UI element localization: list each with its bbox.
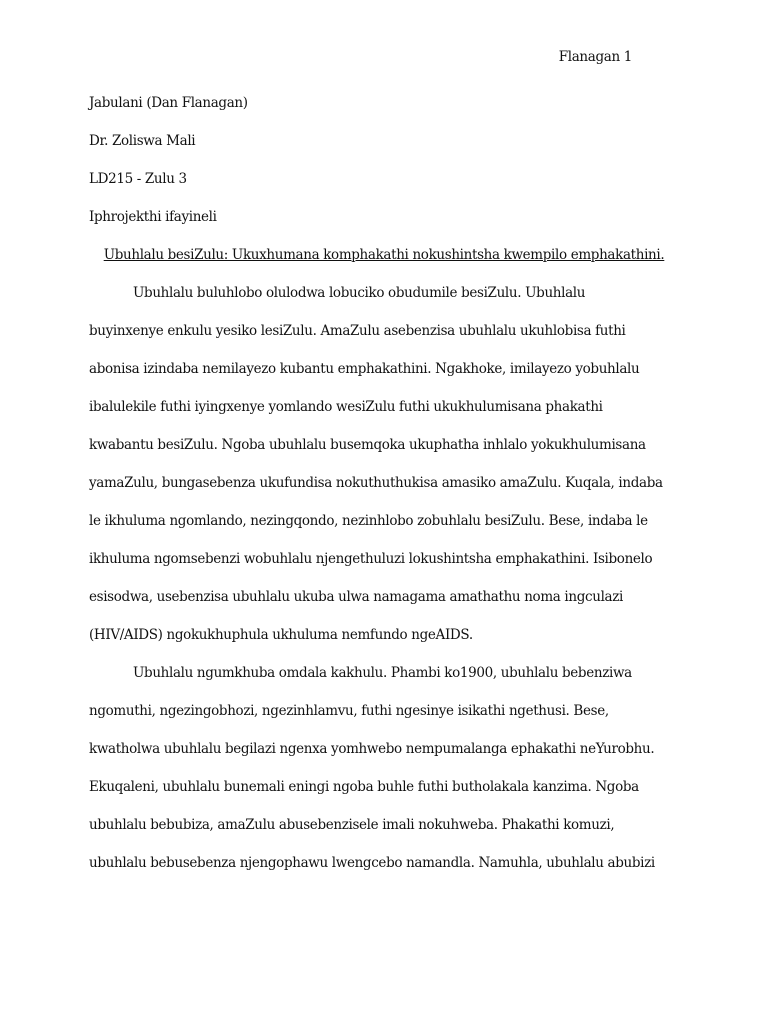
assignment-name: Iphrojekthi ifayineli	[89, 209, 217, 225]
instructor-name: Dr. Zoliswa Mali	[89, 133, 196, 149]
paragraph-line: ngomuthi, ngezingobhozi, ngezinhlamvu, futhi ngesinye isikathi ngethusi. Bese,	[89, 703, 609, 719]
paragraph-line: ubuhlalu bebusebenza njengophawu lwengcebo namandla. Namuhla, ubuhlalu abubizi	[89, 855, 655, 871]
paragraph-line: Ubuhlalu ngumkhuba omdala kakhulu. Phambi ko1900, ubuhlalu bebenziwa	[133, 665, 632, 681]
paragraph-line: kwatholwa ubuhlalu begilazi ngenxa yomhwebo nempumalanga ephakathi neYurobhu.	[89, 741, 655, 757]
paragraph-line: le ikhuluma ngomlando, nezingqondo, nezinhlobo zobuhlalu besiZulu. Bese, indaba le	[89, 513, 648, 529]
document-title: Ubuhlalu besiZulu: Ukuxhumana komphakathi nokushintsha kwempilo emphakathini.	[103, 247, 665, 263]
paragraph-line: Ubuhlalu buluhlobo olulodwa lobuciko obudumile besiZulu. Ubuhlalu	[133, 285, 586, 301]
paragraph-line: ikhuluma ngomsebenzi wobuhlalu njengethuluzi lokushintsha emphakathini. Isibonelo	[89, 551, 653, 567]
course-name: LD215 - Zulu 3	[89, 171, 187, 187]
paragraph-line: ibalulekile futhi iyingxenye yomlando wesiZulu futhi ukukhulumisana phakathi	[89, 399, 603, 415]
paragraph-line: yamaZulu, bungasebenza ukufundisa nokuthuthukisa amasiko amaZulu. Kuqala, indaba	[89, 475, 663, 491]
running-head: Flanagan 1	[558, 49, 632, 65]
paragraph-line: (HIV/AIDS) ngokukhuphula ukhuluma nemfundo ngeAIDS.	[89, 627, 473, 643]
author-name: Jabulani (Dan Flanagan)	[89, 95, 248, 111]
paragraph-line: buyinxenye enkulu yesiko lesiZulu. AmaZulu asebenzisa ubuhlalu ukuhlobisa futhi	[89, 323, 626, 339]
paragraph-line: ubuhlalu bebubiza, amaZulu abusebenzisele imali nokuhweba. Phakathi komuzi,	[89, 817, 615, 833]
paragraph-line: kwabantu besiZulu. Ngoba ubuhlalu busemqoka ukuphatha inhlalo yokukhulumisana	[89, 437, 646, 453]
paragraph-line: Ekuqaleni, ubuhlalu bunemali eningi ngoba buhle futhi butholakala kanzima. Ngoba	[89, 779, 639, 795]
paragraph-line: abonisa izindaba nemilayezo kubantu emphakathini. Ngakhoke, imilayezo yobuhlalu	[89, 361, 640, 377]
paragraph-line: esisodwa, usebenzisa ubuhlalu ukuba ulwa namagama amathathu noma ingculazi	[89, 589, 623, 605]
